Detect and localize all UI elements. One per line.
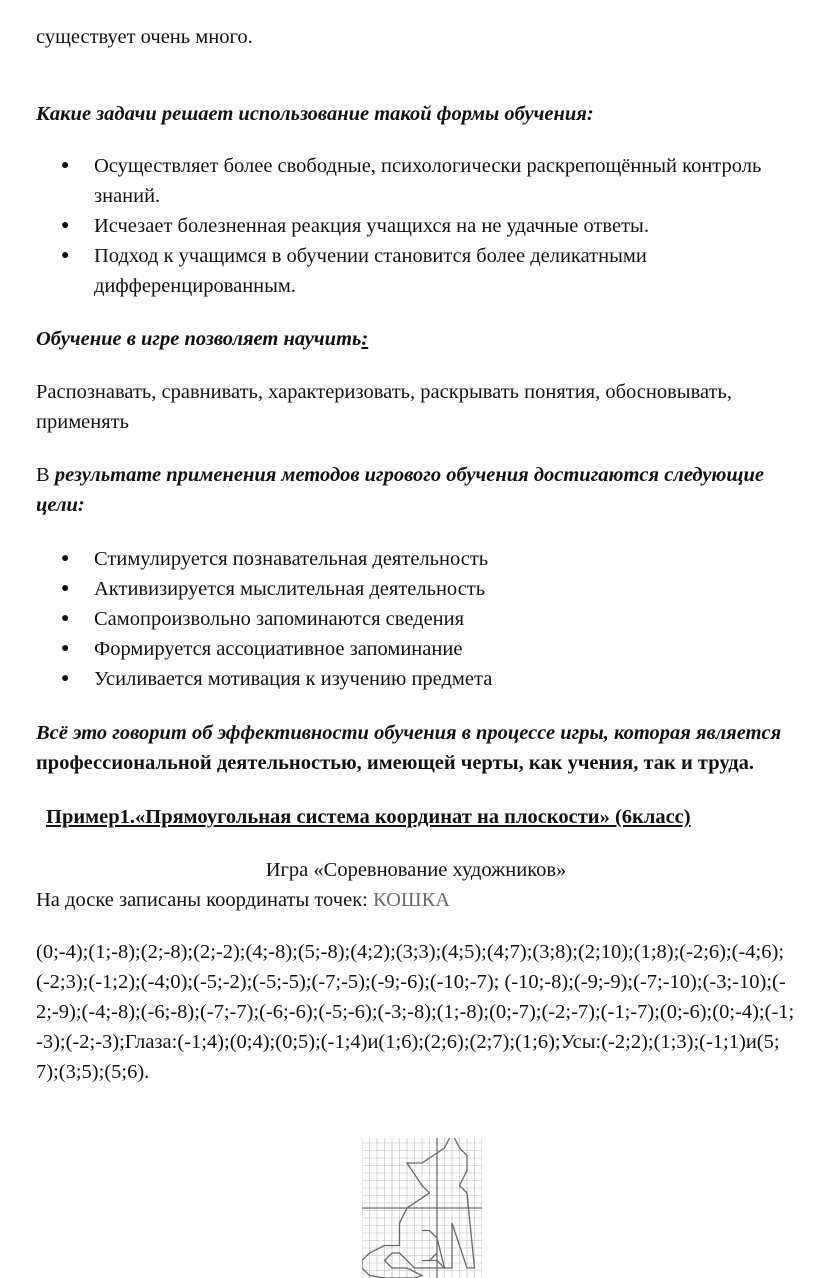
list-item [36,211,796,241]
example-title: Пример1.«Прямоугольная система координат на плоскости» (6класс) [46,806,691,828]
list-item [36,544,796,574]
goal-text: Формируется ассоциативное запоминание [94,638,463,660]
goals-list [36,544,796,694]
list-item [36,634,796,664]
list-item [36,664,796,694]
board-text [36,885,796,915]
intro-line: существует очень много. [36,26,253,48]
bullet-icon: ● [61,671,70,686]
conclusion [36,718,796,778]
task-text: Осуществляет более свободные, психологически раскрепощённый контроль знаний. [94,155,762,207]
list-item [36,604,796,634]
bullet-icon: ● [61,158,70,173]
goal-text: Стимулируется познавательная деятельность [94,548,489,570]
board-text-label: На доске записаны координаты точек: [36,889,373,911]
goal-text: Усиливается мотивация к изучению предмета [94,668,493,690]
game-title: Игра «Соревнование художников» [265,859,567,881]
task-text: Исчезает болезненная реакция учащихся на не удачные ответы. [94,215,649,237]
learn-heading [36,324,796,354]
conclusion-italic: Всё это говорит об эффективности обучения в процессе игры, которая является [36,722,782,744]
task-text: Подход к учащимся в обучении становится более деликатными дифференцированным. [94,245,647,297]
bullet-icon: ● [61,551,70,566]
list-item [36,151,796,211]
list-item [36,574,796,604]
board-word: КОШКА [372,889,451,911]
cat-coordinate-grid-image [362,1138,482,1278]
learn-heading-text: Обучение в игре позволяет научить [36,328,362,350]
coordinates-text: (0;-4);(1;-8);(2;-8);(2;-2);(4;-8);(5;-8);(4;2);(3;3);(4;5);(4;7);(3;8);(2;10);(1;8);(-2;6);(-4;6);(-2;3);(-1;2);(-4;0);(-5;-2);(-5;-5);(-7;-5);(-9;-6);(-10;-7); (-10;-8);(-9;-9);(-7;-10);(-3;-10);(-2;-9);(-4;-8);(-6;-8);(-7;-7);(-6;-6);(-5;-6);(-3;-8);(1;-8);(0;-7);(-2;-7);(-1;-7);(0;-6);(0;-4);(-1;-3);(-2;-3);Глаза:(-1;4);(0;4);(0;5);(-1;4)и(1;6);(2;6);(2;7);(1;6);Усы:(-2;2);(1;3);(-1;1)и(5;7);(3;5);(5;6). [36,941,795,1083]
bullet-icon: ● [61,581,70,596]
bullet-icon: ● [61,641,70,656]
bullet-icon: ● [61,248,70,263]
goals-heading-prefix: В [36,464,55,486]
learn-heading-colon: : [361,328,369,350]
list-item [36,241,796,301]
bullet-icon: ● [61,218,70,233]
goal-text: Самопроизвольно запоминаются сведения [94,608,465,630]
conclusion-bold: профессиональной деятельностью, имеющей черты, как учения, так и труда. [36,752,755,774]
learn-text: Распознавать, сравнивать, характеризовать, раскрывать понятия, обосновывать, применять [36,381,732,433]
goals-heading-text: результате применения методов игрового обучения достигаются следующие цели: [36,464,764,516]
tasks-heading: Какие задачи решает использование такой формы обучения: [36,103,594,125]
document-page [36,22,796,1087]
goals-heading [36,460,796,520]
goal-text: Активизируется мыслительная деятельность [94,578,486,600]
tasks-list [36,151,796,301]
bullet-icon: ● [61,611,70,626]
